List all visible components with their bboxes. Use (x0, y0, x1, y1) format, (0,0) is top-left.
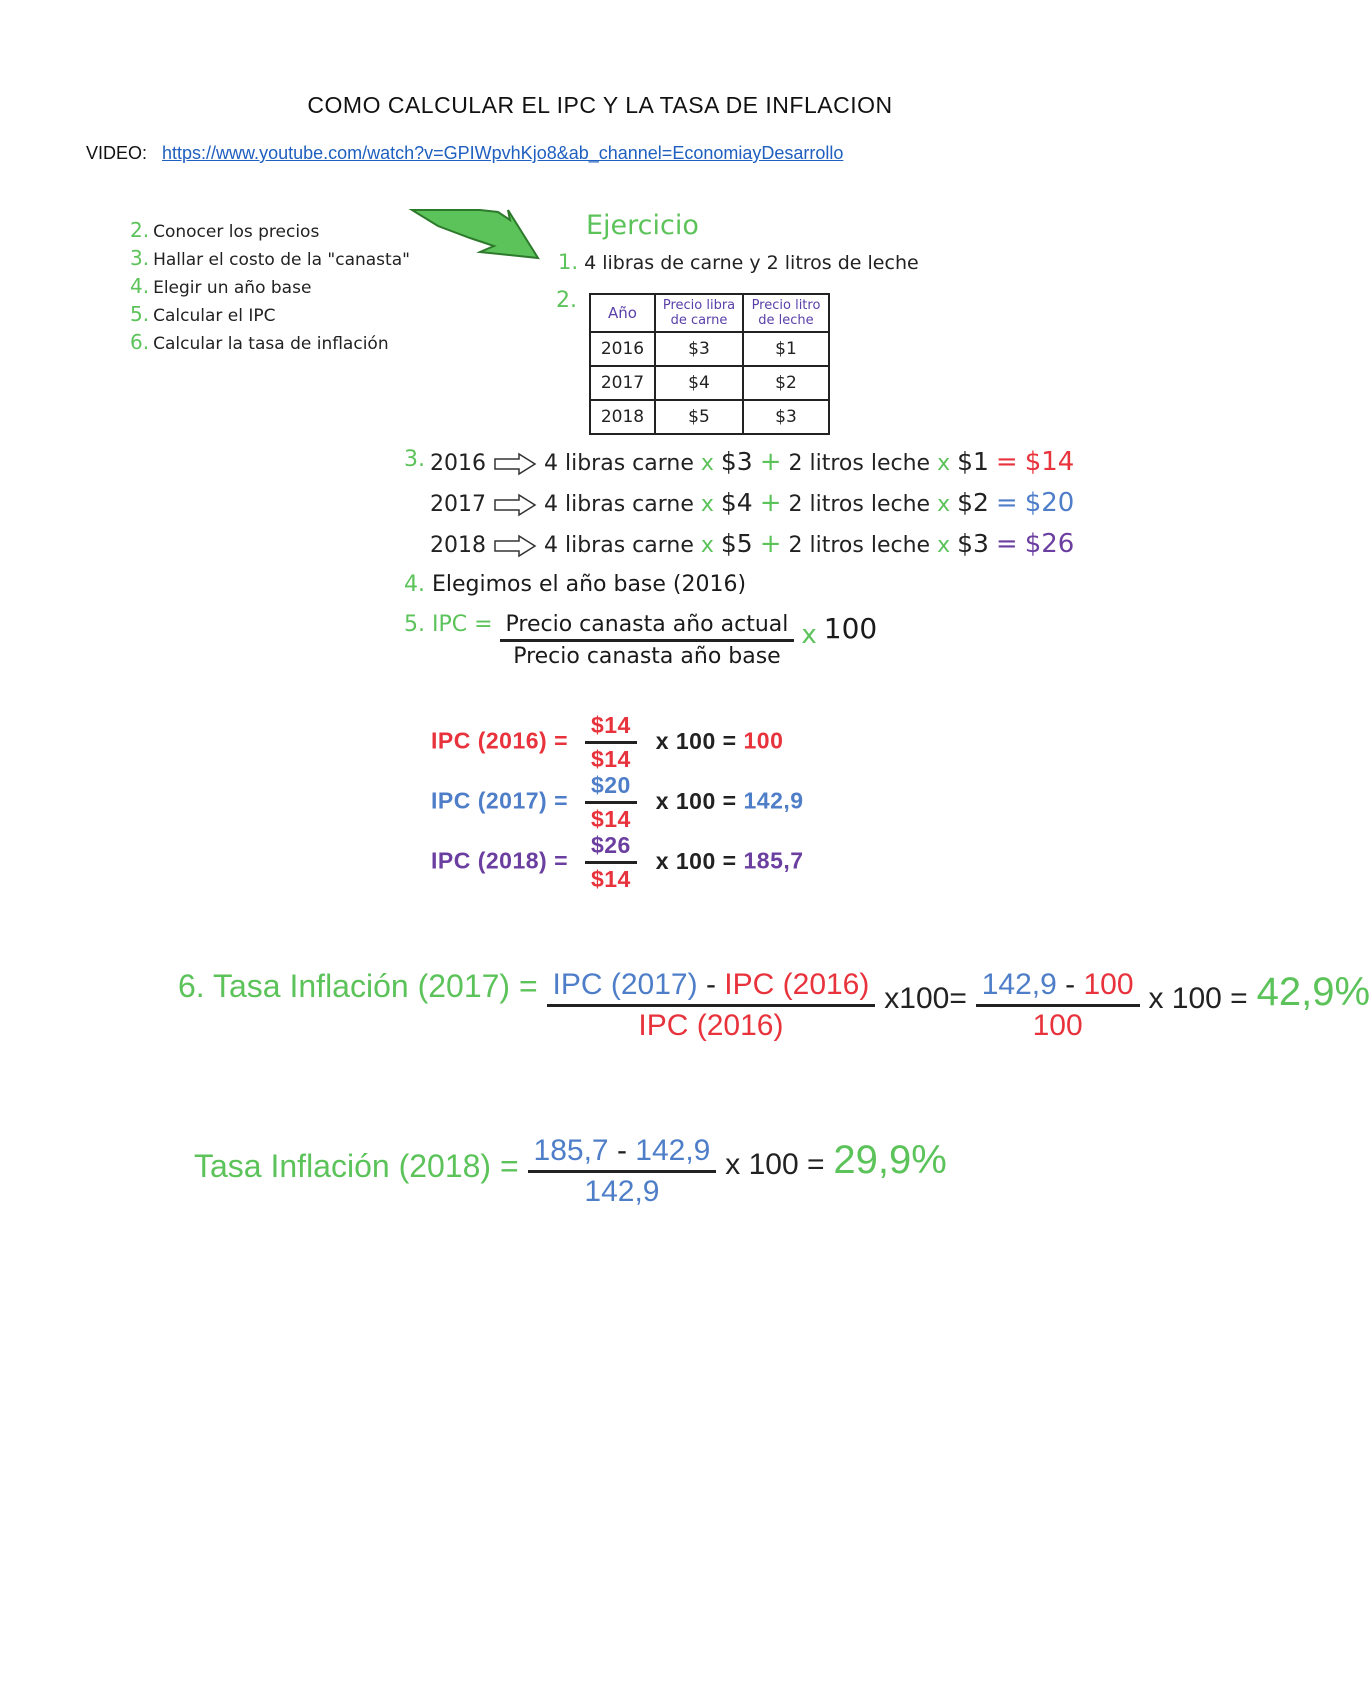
video-label: VIDEO: (86, 143, 148, 163)
basket-plus: + (759, 447, 782, 477)
basket-times: x (937, 492, 951, 517)
ipc-denominator: $14 (590, 746, 631, 772)
step-text: Calcular el IPC (153, 306, 276, 326)
basket-total: $26 (1024, 529, 1075, 559)
basket-year: 2017 (430, 492, 486, 517)
step-number: 2. (130, 218, 150, 242)
ipc-formula-lhs: IPC = (432, 612, 493, 637)
value-142-9: 142,9 (635, 1134, 711, 1167)
basket-year: 2018 (430, 533, 486, 558)
ipc-denominator: $14 (590, 806, 631, 832)
ipc-fraction (585, 712, 637, 773)
ipc-times: x 100 (655, 727, 716, 754)
ipc-times: x 100 (655, 847, 716, 874)
value-142-9: 142,9 (981, 968, 1057, 1001)
steps-list (130, 218, 410, 358)
basket-times: x (700, 533, 714, 558)
basket-leche: 2 litros leche (788, 533, 931, 558)
inflation-2017-denominator: IPC (2016) (638, 1009, 784, 1042)
base-year-line (404, 572, 746, 597)
ipc-row (431, 712, 783, 773)
basket-total: $20 (1024, 488, 1075, 518)
basket-plus: + (759, 529, 782, 559)
ipc-result: 100 (743, 727, 784, 754)
basket-leche: 2 litros leche (788, 451, 931, 476)
outline-arrow-icon (493, 535, 537, 557)
ipc-numerator: $20 (585, 772, 637, 804)
ipc-numerator: $14 (585, 712, 637, 744)
ipc-fraction (585, 832, 637, 893)
inflation-2018-denominator: 142,9 (584, 1175, 660, 1208)
basket-price-carne: $3 (720, 447, 753, 476)
outline-arrow-icon (493, 453, 537, 475)
value-185-7: 185,7 (533, 1134, 609, 1167)
table-cell: 2016 (590, 332, 655, 366)
exercise-item-1 (558, 250, 919, 274)
table-cell: $4 (655, 366, 743, 400)
ipc-formula-times: x (801, 620, 817, 650)
ipc-denominator: $14 (590, 866, 631, 892)
ipc-equals: = (722, 787, 737, 814)
ipc-label: IPC (2017) = (431, 787, 569, 814)
basket-carne: 4 libras carne (544, 533, 694, 558)
minus-sign: - (705, 968, 716, 1001)
step-text: Elegir un año base (153, 278, 312, 298)
basket-equals: = (995, 488, 1018, 518)
step-number: 3. (130, 246, 150, 270)
basket-price-carne: $5 (720, 529, 753, 558)
ipc-formula-denominator: Precio canasta año base (513, 644, 781, 669)
table-header: Precio litro de leche (743, 294, 829, 332)
step-text: Conocer los precios (153, 222, 320, 242)
ipc-formula-factor: 100 (823, 612, 878, 645)
ipc-row (431, 832, 804, 893)
step-number: 4. (130, 274, 150, 298)
step-text: Hallar el costo de la "canasta" (153, 250, 410, 270)
green-arrow-icon (410, 208, 540, 260)
basket-row (430, 488, 1074, 518)
page-title: COMO CALCULAR EL IPC Y LA TASA DE INFLACION (307, 92, 893, 118)
ipc-times: x 100 (655, 787, 716, 814)
ipc-result: 185,7 (743, 847, 804, 874)
basket-times: x (937, 451, 951, 476)
basket-total: $14 (1024, 447, 1075, 477)
inflation-2018-label: Tasa Inflación (2018) = (194, 1148, 519, 1184)
table-cell: $3 (655, 332, 743, 366)
basket-row (430, 447, 1074, 477)
step-item (130, 274, 410, 302)
ipc-numerator: $26 (585, 832, 637, 864)
basket-carne: 4 libras carne (544, 492, 694, 517)
base-year-number: 4. (404, 572, 425, 597)
step-item (130, 218, 410, 246)
minus-sign: - (616, 1134, 627, 1167)
outline-arrow-icon (493, 494, 537, 516)
inflation-2017-times: x100= (884, 982, 967, 1015)
inflation-2018-numerator (528, 1134, 717, 1173)
table-cell: $3 (743, 400, 829, 434)
basket-step-number: 3. (404, 447, 425, 472)
basket-price-carne: $4 (720, 488, 753, 517)
video-link[interactable]: https://www.youtube.com/watch?v=GPIWpvhKjo8&ab_channel=EconomiayDesarrollo (162, 143, 844, 163)
inflation-2017-fraction-values (976, 968, 1140, 1043)
video-line (86, 143, 843, 164)
price-table (589, 293, 830, 435)
inflation-2017-denominator-value: 100 (1032, 1009, 1083, 1042)
ipc-equals: = (722, 727, 737, 754)
basket-plus: + (759, 488, 782, 518)
step-number: 5. (130, 302, 150, 326)
inflation-2017-result: 42,9% (1256, 970, 1370, 1014)
ipc-formula-fraction (500, 612, 795, 669)
basket-times: x (700, 492, 714, 517)
inflation-2017-times-100: x 100 = (1148, 982, 1248, 1015)
basket-year: 2016 (430, 451, 486, 476)
basket-price-leche: $3 (957, 529, 989, 558)
ipc-formula (404, 612, 877, 669)
basket-price-leche: $1 (957, 447, 989, 476)
table-row (590, 400, 829, 434)
basket-times: x (700, 451, 714, 476)
ipc-fraction (585, 772, 637, 833)
exercise-item-text: 4 libras de carne y 2 litros de leche (584, 252, 919, 274)
basket-leche: 2 litros leche (788, 492, 931, 517)
inflation-2017 (178, 968, 1370, 1043)
ipc-formula-number: 5. (404, 612, 425, 637)
table-header-row (590, 294, 829, 332)
ipc-label: IPC (2016) = (431, 727, 569, 754)
table-header: Año (590, 294, 655, 332)
basket-equals: = (995, 447, 1018, 477)
step-number: 6. (130, 330, 150, 354)
inflation-2018 (194, 1134, 947, 1209)
base-year-text: Elegimos el año base (2016) (432, 572, 747, 597)
inflation-2018-times: x 100 = (725, 1148, 825, 1181)
inflation-2018-fraction (528, 1134, 717, 1209)
table-header: Precio libra de carne (655, 294, 743, 332)
table-row (590, 366, 829, 400)
value-100: 100 (1083, 968, 1134, 1001)
ipc-result: 142,9 (743, 787, 804, 814)
step-text: Calcular la tasa de inflación (153, 334, 389, 354)
table-cell: 2018 (590, 400, 655, 434)
basket-times: x (937, 533, 951, 558)
ipc-formula-numerator: Precio canasta año actual (500, 612, 795, 642)
ipc-label: IPC (2018) = (431, 847, 569, 874)
table-cell: $5 (655, 400, 743, 434)
inflation-2017-label: 6. Tasa Inflación (2017) = (178, 968, 538, 1004)
ipc-row (431, 772, 804, 833)
step-item (130, 302, 410, 330)
basket-row (430, 529, 1074, 559)
table-cell: 2017 (590, 366, 655, 400)
inflation-2018-result: 29,9% (833, 1138, 947, 1182)
table-cell: $2 (743, 366, 829, 400)
exercise-title: Ejercicio (586, 210, 699, 241)
table-row (590, 332, 829, 366)
minus-sign: - (1065, 968, 1076, 1001)
basket-carne: 4 libras carne (544, 451, 694, 476)
inflation-2017-numerator-values (976, 968, 1140, 1007)
exercise-item-2-number: 2. (556, 288, 577, 313)
step-item (130, 246, 410, 274)
ipc-2016-term: IPC (2016) (724, 968, 870, 1001)
exercise-item-number: 1. (558, 250, 579, 274)
basket-equals: = (995, 529, 1018, 559)
inflation-2017-numerator (547, 968, 876, 1007)
inflation-2017-fraction (547, 968, 876, 1043)
ipc-equals: = (722, 847, 737, 874)
table-cell: $1 (743, 332, 829, 366)
ipc-2017-term: IPC (2017) (552, 968, 698, 1001)
step-item (130, 330, 410, 358)
basket-price-leche: $2 (957, 488, 989, 517)
